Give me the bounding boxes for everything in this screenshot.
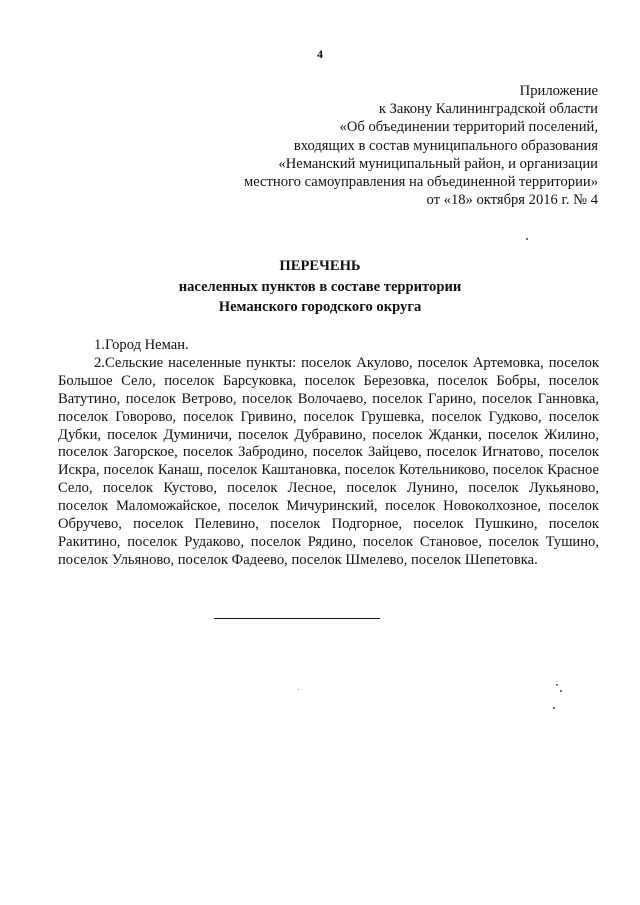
document-title: [0, 256, 640, 318]
appendix-line: «Об объединении территорий поселений,: [339, 119, 598, 136]
scan-speck: [556, 684, 558, 686]
list-item-city: 1.Город Неман.: [94, 337, 189, 353]
scan-speck: [553, 707, 555, 709]
title-heading: ПЕРЕЧЕНЬ: [279, 258, 361, 274]
document-body: [58, 337, 599, 570]
appendix-line: к Закону Калининградской области: [378, 101, 598, 118]
appendix-date-line: от «18» октября 2016 г. № 4: [426, 192, 598, 209]
appendix-header: [178, 82, 598, 209]
appendix-line: Приложение: [519, 83, 598, 99]
appendix-line: местного самоуправления на объединенной территории»: [243, 174, 598, 191]
appendix-line: «Неманский муниципальный район, и организации: [278, 155, 598, 172]
signature-line: [214, 618, 380, 619]
title-subtitle: населенных пунктов в составе территории: [178, 278, 462, 295]
scan-speck: [526, 238, 528, 240]
scan-speck: [560, 690, 562, 692]
scan-speck: [298, 689, 299, 690]
page-number: 4: [317, 47, 323, 61]
list-item-rural-settlements: 2.Сельские населенные пункты: поселок Акулово, поселок Артемовка, поселок Большое Село, поселок Барсуковка, поселок Березовка, поселок Бобры, поселок Ватутино, поселок Ветрово, поселок Волочаево, поселок Гарино, поселок Ганновка, поселок Говорово, поселок Гривино, поселок Грушевка, поселок Гудково, поселок Дубки, поселок Думиничи, поселок Дубравино, поселок Жданки, поселок Жилино, поселок Загорское, поселок Забродино, поселок Зайцево, поселок Игнатово, поселок Искра, поселок Канаш, поселок Каштановка, поселок Котельниково, поселок Красное Село, поселок Кустово, поселок Лесное, поселок Лунино, поселок Лукьяново, поселок Маломожайское, поселок Мичуринский, поселок Новоколхозное, поселок Обручево, поселок Пелевино, поселок Подгорное, поселок Пушкино, поселок Ракитино, поселок Рудаково, поселок Рядино, поселок Становое, поселок Тушино, поселок Ульяново, поселок Фадеево, поселок Шмелево, поселок Шепетовка.: [58, 354, 599, 568]
title-subtitle: Неманского городского округа: [218, 299, 422, 315]
appendix-line: входящих в состав муниципального образования: [293, 137, 598, 154]
